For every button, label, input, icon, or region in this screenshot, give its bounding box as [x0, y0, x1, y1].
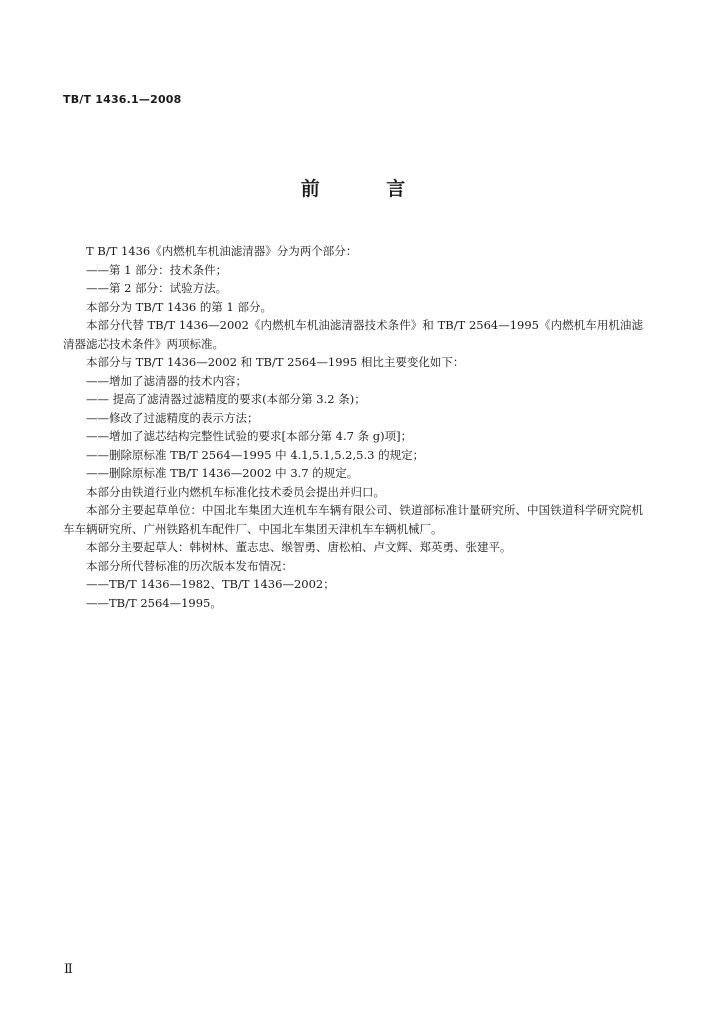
- list-item: —— 提高了滤清器过滤精度的要求(本部分第 3.2 条)；: [86, 392, 366, 406]
- foreword-body: [63, 242, 643, 612]
- list-item: ——TB/T 1436—1982、TB/T 1436—2002；: [86, 577, 335, 591]
- document-code: TB/T 1436.1—2008: [63, 93, 182, 106]
- list-item: ——增加了滤芯结构完整性试验的要求[本部分第 4.7 条 g)项]；: [86, 429, 413, 443]
- paragraph: T B/T 1436《内燃机车机油滤清器》分为两个部分：: [86, 244, 358, 258]
- paragraph: 本部分代替 TB/T 1436—2002《内燃机车机油滤清器技术条件》和 TB/T 2564—1995《内燃机车用机油滤清器滤芯技术条件》两项标准。: [63, 318, 643, 351]
- page-title: 前 言: [300, 178, 436, 200]
- paragraph: 本部分主要起草单位：中国北车集团大连机车车辆有限公司、铁道部标准计量研究所、中国铁道科学研究院机车车辆研究所、广州铁路机车配件厂、中国北车集团天津机车车辆机械厂。: [63, 503, 643, 536]
- list-item: ——增加了滤清器的技术内容；: [86, 373, 247, 388]
- page-number: Ⅱ: [64, 962, 73, 977]
- paragraph: 本部分由铁道行业内燃机车标准化技术委员会提出并归口。: [86, 484, 385, 499]
- paragraph: 本部分为 TB/T 1436 的第 1 部分。: [86, 299, 273, 314]
- paragraph: 本部分所代替标准的历次版本发布情况：: [86, 558, 293, 573]
- list-item: ——第 2 部分：试验方法。: [86, 281, 228, 295]
- list-item: ——修改了过滤精度的表示方法；: [86, 410, 259, 425]
- list-item: ——第 1 部分：技术条件；: [86, 262, 228, 277]
- paragraph: 本部分主要起草人：韩树林、董志忠、缑智勇、唐松柏、卢文辉、郑英勇、张建平。: [86, 540, 512, 554]
- list-item: ——TB/T 2564—1995。: [86, 595, 222, 610]
- paragraph: 本部分与 TB/T 1436—2002 和 TB/T 2564—1995 相比主要变化如下：: [86, 355, 465, 369]
- list-item: ——删除原标准 TB/T 1436—2002 中 3.7 的规定。: [86, 466, 359, 480]
- list-item: ——删除原标准 TB/T 2564—1995 中 4.1,5.1,5.2,5.3 的规定；: [86, 447, 425, 462]
